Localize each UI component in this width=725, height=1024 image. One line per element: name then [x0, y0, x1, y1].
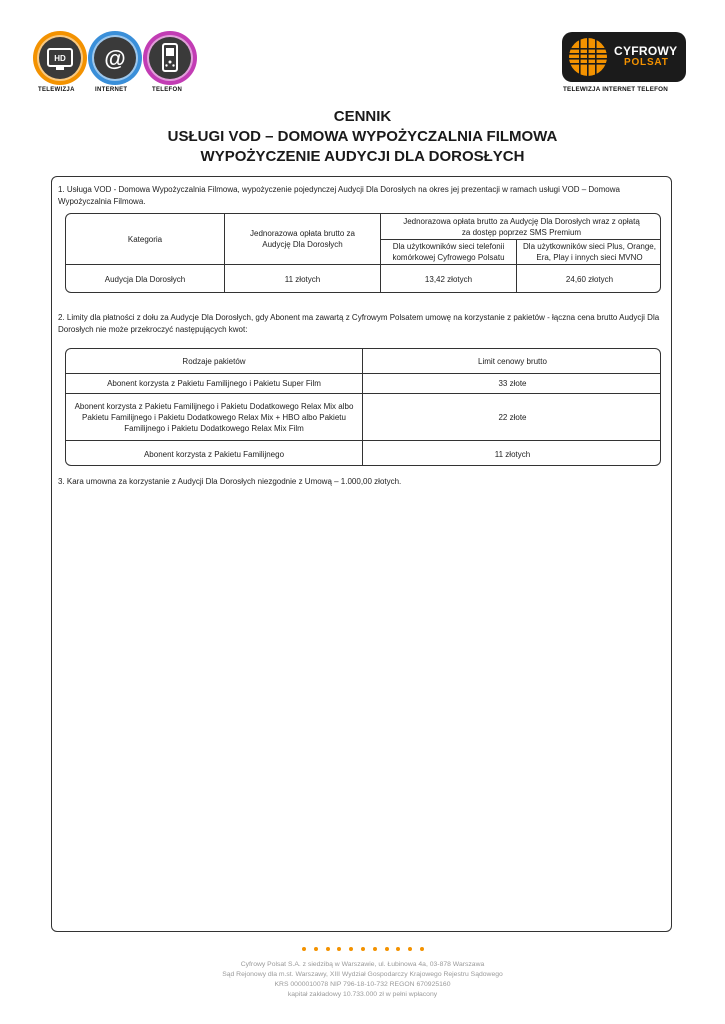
section2-text: 2. Limity dla płatności z dołu za Audycje Dla Dorosłych, gdy Abonent ma zawartą z Cyfrowym Polsatem umowę na korzystanie z pakietów - łączna cena brutto Audycji Dla Dorosłych nie może przekroczyć następujących kwot:: [58, 313, 660, 334]
service-label: TELEWIZJA: [38, 87, 75, 93]
row-one-time-price: 11 złotych: [284, 275, 321, 284]
footer-line1: Cyfrowy Polsat S.A. z siedzibą w Warszawie, ul. Łubinowa 4a, 03-878 Warszawa: [240, 961, 485, 968]
limits-table: [65, 348, 661, 466]
subheader-other-networks: Dla użytkowników sieci Plus, Orange, Era, Play i innych sieci MVNO: [523, 242, 656, 262]
svg-text:@: @: [104, 46, 126, 71]
table-row-limit: 22 złote: [498, 412, 527, 422]
dot-icon: [326, 947, 330, 951]
cyfrowy-polsat-logo: [562, 32, 686, 82]
page-title-line2: USŁUGI VOD – DOMOWA WYPOŻYCZALNIA FILMOWA: [167, 128, 558, 145]
header-one-time-fee: Jednorazowa opłata brutto za Audycję Dla Dorosłych: [250, 229, 355, 249]
table-row-package: Abonent korzysta z Pakietu Familijnego i Pakietu Dodatkowego Relax Mix albo Pakietu Familijnego i Pakietu Dodatkowego Relax Mix + HBO albo Pakietu Familijnego i Pakietu Dodatkowego Relax Mix Film: [74, 401, 354, 433]
service-label: INTERNET: [95, 87, 128, 93]
page-title-line3: WYPOŻYCZENIE AUDYCJI DLA DOROSŁYCH: [200, 148, 525, 165]
header-package-types: Rodzaje pakietów: [182, 356, 246, 366]
price-table: [65, 213, 661, 293]
table-row-package: Abonent korzysta z Pakietu Familijnego: [143, 449, 285, 459]
table-row-limit: 33 złote: [498, 379, 527, 388]
logo-line2: POLSAT: [624, 57, 669, 68]
svg-text:HD: HD: [54, 54, 66, 63]
table-row-limit: 11 złotych: [494, 449, 531, 459]
row-category: Audycja Dla Dorosłych: [104, 275, 186, 284]
dot-icon: [420, 947, 424, 951]
logo-line1: CYFROWY: [614, 44, 678, 58]
header-category: Kategoria: [127, 234, 163, 244]
dot-icon: [314, 947, 318, 951]
header-sms-fee: Jednorazowa opłata brutto za Audycję Dla Dorosłych wraz z opłatą za dostęp poprzez SMS Premium: [403, 216, 640, 237]
dot-icon: [408, 947, 412, 951]
dot-icon: [302, 947, 306, 951]
dot-icon: [361, 947, 365, 951]
table-row-package: Abonent korzysta z Pakietu Familijnego i Pakietu Super Film: [107, 379, 321, 388]
dot-icon: [373, 947, 377, 951]
dot-icon: [396, 947, 400, 951]
at-sign-icon: [87, 30, 143, 86]
section1-text: 1. Usługa VOD - Domowa Wypożyczalnia Filmowa, wypożyczenie pojedynczej Audycji Dla Dorosłych na okres jej prezentacji w ramach usługi VOD – Domowa Wypożyczalnia Filmowa.: [58, 185, 620, 206]
footer-line2: Sąd Rejonowy dla m.st. Warszawy, XIII Wydział Gospodarczy Krajowego Rejestru Sądowego: [222, 971, 503, 978]
section3-text: 3. Kara umowna za korzystanie z Audycji Dla Dorosłych niezgodnie z Umową – 1.000,00 złotych.: [58, 477, 402, 486]
logo-tagline: TELEWIZJA INTERNET TELEFON: [563, 86, 669, 93]
footer-dots: [302, 947, 424, 951]
subheader-polsat-users: Dla użytkowników sieci telefonii komórkowej Cyfrowego Polsatu: [392, 242, 505, 262]
dot-icon: [337, 947, 341, 951]
row-others-price: 24,60 złotych: [565, 275, 614, 284]
service-label: TELEFON: [152, 87, 183, 93]
mobile-phone-icon: [142, 30, 198, 86]
row-polsat-price: 13,42 złotych: [424, 275, 473, 284]
hd-tv-icon: [32, 30, 88, 86]
footer-line4: kapitał zakładowy 10.733.000 zł w pełni wpłacony: [287, 991, 438, 998]
header-price-limit: Limit cenowy brutto: [478, 356, 547, 366]
dot-icon: [385, 947, 389, 951]
footer-line3: KRS 0000010078 NIP 796-18-10-732 REGON 670925160: [274, 981, 451, 988]
page-title-line1: CENNIK: [333, 108, 392, 125]
dot-icon: [349, 947, 353, 951]
